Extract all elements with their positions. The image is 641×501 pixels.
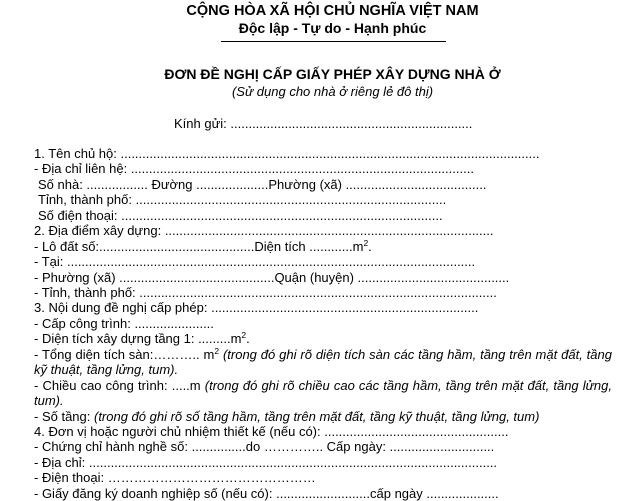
owner-province-field[interactable]: Tỉnh, thành phố: ...................................................................................... [38, 192, 447, 208]
practice-certificate-field[interactable]: - Chứng chỉ hành nghề số: ...............do ………….. Cấp ngày: ............................. [34, 439, 495, 455]
square-superscript: 2 [363, 237, 369, 248]
recipient-field[interactable]: Kính gửi: ................................................................... [174, 116, 473, 131]
form-title: ĐƠN ĐỀ NGHỊ CẤP GIẤY PHÉP XÂY DỰNG NHÀ Ở [164, 66, 501, 82]
lot-area-period: . [368, 238, 372, 254]
construction-grade-field[interactable]: - Cấp công trình: ...................... [34, 315, 214, 331]
site-province-field[interactable]: - Tỉnh, thành phố: ................................................................................................... [34, 284, 497, 300]
ground-floor-area-text: - Diện tích xây dựng tầng 1: .........m [34, 331, 242, 347]
stories-text: - Số tầng: [34, 408, 94, 424]
motto-heading: Độc lập - Tự do - Hạnh phúc [238, 20, 427, 36]
total-floor-area-field[interactable] [34, 347, 612, 378]
lot-area-field[interactable] [34, 239, 612, 254]
building-height-note: (trong đó ghi rõ chiều cao các tầng hầm, tầng trên mặt đất, tầng lửng, tum). [34, 377, 612, 409]
square-superscript: 2 [214, 345, 220, 356]
house-street-ward-field[interactable]: Số nhà: ................. Đường ....................Phường (xã) ....................................... [38, 176, 487, 192]
building-height-field[interactable] [34, 378, 612, 409]
building-height-text: - Chiều cao công trình: .....m [34, 377, 205, 393]
header-underline [221, 41, 446, 42]
designer-field[interactable]: 4. Đơn vị hoặc người chủ nhiệm thiết kế (nếu có): ................................................... [34, 423, 509, 439]
total-floor-area-note: (trong đó ghi rõ diện tích sàn các tầng hầm, tầng trên mặt đất, tầng kỹ thuật, tầng lửng, tum). [34, 346, 612, 378]
ward-district-field[interactable]: - Phường (xã) ...........................................Quận (huyện) .......................................... [34, 269, 510, 285]
construction-location-field[interactable]: 2. Địa điểm xây dựng: ........................................................................................... [34, 223, 494, 239]
total-floor-area-text: - Tổng diện tích sàn:……….. m [34, 346, 215, 362]
form-body [34, 146, 612, 501]
nation-heading: CỘNG HÒA XÃ HỘI CHỦ NGHĨA VIỆT NAM [186, 3, 479, 19]
contact-address-field[interactable]: - Địa chỉ liên hệ: ............................................................................................... [34, 161, 474, 177]
permit-content-field[interactable]: 3. Nội dung đề nghị cấp phép: .......................................................................... [34, 300, 479, 316]
square-superscript: 2 [241, 330, 247, 341]
owner-name-field[interactable]: 1. Tên chủ hộ: .................................................................................................................... [34, 146, 540, 161]
ground-floor-area-field[interactable] [34, 331, 612, 346]
lot-area-text: - Lô đất số:...........................................Diện tích ............m [34, 238, 364, 254]
business-registration-field[interactable]: - Giấy đăng ký doanh nghiệp số (nếu có): ..........................cấp ngày .................... [34, 485, 499, 501]
location-at-field[interactable]: - Tại: ................................................................................................................. [34, 254, 476, 270]
designer-phone-field[interactable]: - Điện thoại: ………………………………………… [34, 470, 316, 486]
owner-phone-field[interactable]: Số điện thoại: ......................................................................................... [38, 207, 443, 223]
designer-address-field[interactable]: - Địa chỉ: ................................................................................................................. [34, 454, 498, 470]
ground-floor-area-period: . [246, 331, 250, 347]
stories-note: (trong đó ghi rõ số tầng hầm, tầng trên mặt đất, tầng kỹ thuật, tầng lửng, tum) [93, 408, 540, 424]
form-subtitle: (Sử dụng cho nhà ở riêng lẻ đô thị) [231, 84, 434, 99]
number-of-stories-field[interactable] [34, 409, 612, 424]
